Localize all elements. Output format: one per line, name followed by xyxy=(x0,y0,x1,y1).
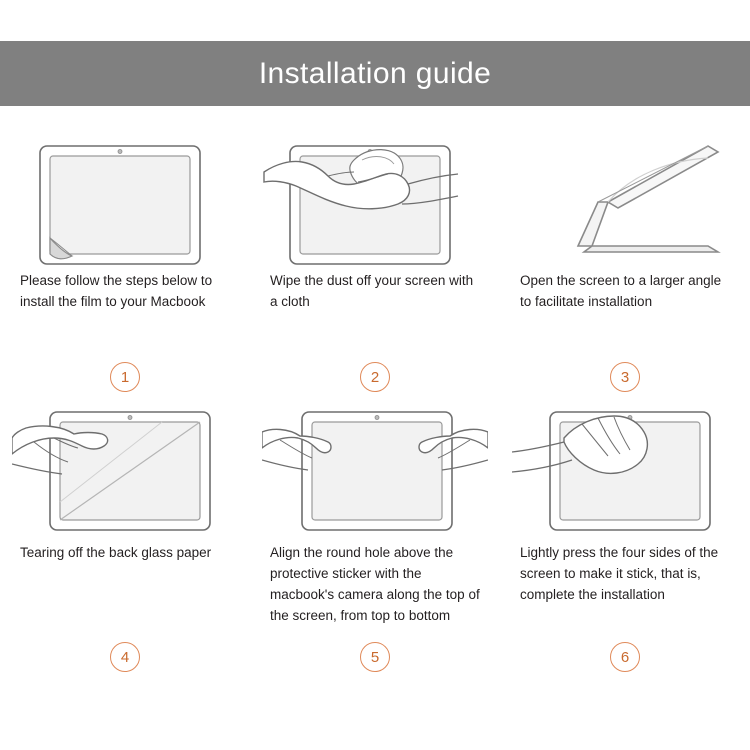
step-card-5 xyxy=(250,402,500,682)
step-card-2 xyxy=(250,130,500,402)
step-6-illustration xyxy=(512,402,738,542)
step-2-illustration xyxy=(262,130,488,270)
step-5-caption: Align the round hole above the protective sticker with the macbook's camera along the top of the screen, from top to bottom xyxy=(270,545,480,623)
step-number-badge: 4 xyxy=(110,642,140,672)
step-3-caption: Open the screen to a larger angle to facilitate installation xyxy=(520,273,722,309)
step-2-caption: Wipe the dust off your screen with a cloth xyxy=(270,273,474,309)
step-4-caption: Tearing off the back glass paper xyxy=(20,545,212,560)
step-number-badge: 3 xyxy=(610,362,640,392)
page-title: Installation guide xyxy=(258,56,492,90)
step-5-number-wrap xyxy=(262,642,488,682)
step-number-badge: 5 xyxy=(360,642,390,672)
step-2-number-wrap xyxy=(262,362,488,402)
step-card-3 xyxy=(500,130,750,402)
step-1-illustration xyxy=(12,130,238,270)
step-6-number-wrap xyxy=(512,642,738,682)
header-band xyxy=(0,41,750,106)
step-6-caption: Lightly press the four sides of the screen to make it stick, that is, complete the installation xyxy=(520,545,719,602)
step-1-caption: Please follow the steps below to install the film to your Macbook xyxy=(20,273,213,309)
steps-grid xyxy=(0,130,750,682)
step-4-number-wrap xyxy=(12,642,238,682)
step-number-badge: 6 xyxy=(610,642,640,672)
step-5-illustration xyxy=(262,402,488,542)
step-3-illustration xyxy=(512,130,738,270)
step-4-illustration xyxy=(12,402,238,542)
step-number-badge: 1 xyxy=(110,362,140,392)
step-card-6 xyxy=(500,402,750,682)
step-1-number-wrap xyxy=(12,362,238,402)
step-card-4 xyxy=(0,402,250,682)
step-3-number-wrap xyxy=(512,362,738,402)
step-number-badge: 2 xyxy=(360,362,390,392)
step-card-1 xyxy=(0,130,250,402)
